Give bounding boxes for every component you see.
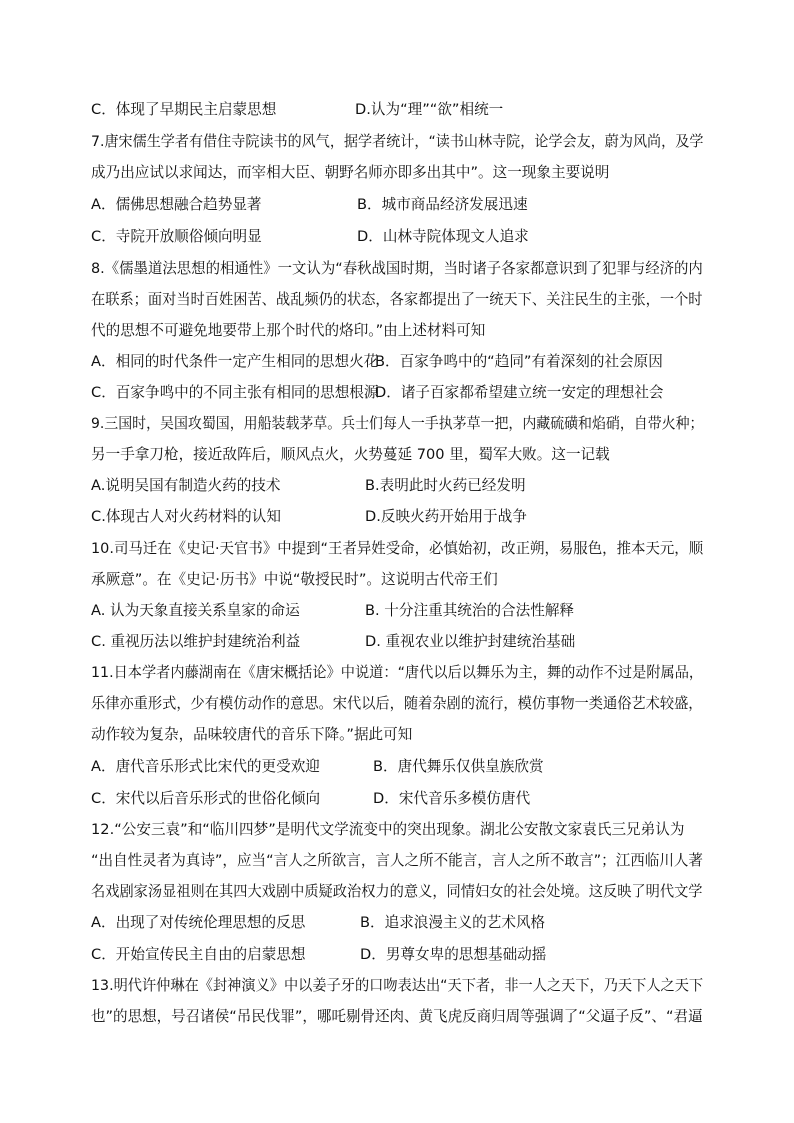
q12-stem-line-3: 名戏剧家汤显祖则在其四大戏剧中质疑政治权力的意义，同情妇女的社会处境。这反映了明代文学	[91, 883, 703, 900]
q12-stem-line-2: “出自性灵者为真诗”，应当“言人之所欲言，言人之所不能言，言人之所不敢言”；江西临川人著	[91, 852, 703, 869]
q11-option-a: A．唐代音乐形式比宋代的更受欢迎	[91, 758, 320, 775]
q8-option-b: B．百家争鸣中的“趋同”有着深刻的社会原因	[375, 353, 663, 370]
q11-stem-line-3: 动作较为复杂，品味较唐代的音乐下降。”据此可知	[91, 726, 413, 743]
q9-option-d: D.反映火药开始用于战争	[365, 508, 527, 525]
q11-stem-line-2: 乐律亦重形式，少有模仿动作的意思。宋代以后，随着杂剧的流行，模仿事物一类通俗艺术较盛，	[91, 695, 703, 712]
q13-stem-line-2: 也”的思想，号召诸侯“吊民伐罪”，哪吒剔骨还肉、黄飞虎反商归周等强调了“父逼子反”、“君逼	[91, 1008, 703, 1025]
q9-stem-line-2: 另一手拿刀枪，接近敌阵后，顺风点火，火势蔓延 700 里，蜀军大败。这一记载	[91, 446, 610, 463]
q10-option-b: B. 十分注重其统治的合法性解释	[365, 602, 575, 619]
q7-option-c: C．寺院开放顺俗倾向明显	[91, 228, 262, 245]
q10-stem-line-2: 承厥意”。在《史记·历书》中说“敬授民时”。这说明古代帝王们	[91, 571, 498, 588]
q7-option-d: D．山林寺院体现文人追求	[357, 228, 529, 245]
q12-stem-line-1: 12.“公安三袁”和“临川四梦”是明代文学流变中的突出现象。湖北公安散文家袁氏三兄弟认为	[91, 821, 685, 838]
q7-option-a: A．儒佛思想融合趋势显著	[91, 196, 262, 213]
q11-option-c: C．宋代以后音乐形式的世俗化倾向	[91, 790, 321, 807]
q8-stem-line-1: 8.《儒墨道法思想的相通性》一文认为“春秋战国时期，当时诸子各家都意识到了犯罪与经济的内	[91, 260, 703, 277]
q12-option-b: B．追求浪漫主义的艺术风格	[360, 914, 546, 931]
q12-option-d: D．男尊女卑的思想基础动摇	[360, 946, 547, 963]
q11-option-d: D．宋代音乐多模仿唐代	[373, 790, 531, 807]
q9-stem-line-1: 9.三国时，吴国攻蜀国，用船装载茅草。兵士们每人一手执茅草一把，内藏硫磺和焰硝，自带火种；	[91, 415, 704, 432]
q9-option-b: B.表明此时火药已经发明	[365, 477, 526, 494]
q10-option-a: A. 认为天象直接关系皇家的命运	[91, 602, 300, 619]
q11-stem-line-1: 11.日本学者内藤湖南在《唐宋概括论》中说道：“唐代以后以舞乐为主，舞的动作不过是附属品，	[91, 664, 704, 681]
q6-option-d: D.认为“理”“欲”相统一	[355, 101, 504, 118]
q13-stem-line-1: 13.明代许仲琳在《封神演义》中以姜子牙的口吻表达出“天下者，非一人之天下，乃天下人之天下	[91, 977, 704, 994]
q8-option-c: C．百家争鸣中的不同主张有相同的思想根源	[91, 384, 379, 401]
q7-option-b: B．城市商品经济发展迅速	[357, 196, 528, 213]
q7-stem-line-2: 成乃出应试以求闻达，而宰相大臣、朝野名师亦即多出其中”。这一现象主要说明	[91, 164, 610, 181]
q8-stem-line-3: 代的思想不可避免地要带上那个时代的烙印。”由上述材料可知	[91, 322, 486, 339]
q12-option-c: C．开始宣传民主自由的启蒙思想	[91, 946, 306, 963]
q10-stem-line-1: 10.司马迁在《史记·天官书》中提到“王者异姓受命，必慎始初，改正朔，易服色，推本天元，顺	[91, 540, 704, 557]
q9-option-a: A.说明吴国有制造火药的技术	[91, 477, 281, 494]
q11-option-b: B．唐代舞乐仅供皇族欣赏	[373, 758, 544, 775]
q8-option-d: D．诸子百家都希望建立统一安定的理想社会	[375, 384, 664, 401]
q12-option-a: A．出现了对传统伦理思想的反思	[91, 914, 306, 931]
q8-option-a: A．相同的时代条件一定产生相同的思想火花	[91, 353, 379, 370]
q10-option-d: D. 重视农业以维护封建统治基础	[365, 633, 576, 650]
q9-option-c: C.体现古人对火药材料的认知	[91, 508, 281, 525]
q8-stem-line-2: 在联系；面对当时百姓困苦、战乱频仍的状态，各家都提出了一统天下、关注民生的主张，一个时	[91, 291, 703, 308]
q6-option-c: C．体现了早期民主启蒙思想	[91, 101, 277, 118]
q10-option-c: C. 重视历法以维护封建统治利益	[91, 633, 301, 650]
q7-stem-line-1: 7.唐宋儒生学者有借住寺院读书的风气，据学者统计，“读书山林寺院，论学会友，蔚为风尚，及学	[91, 133, 704, 150]
